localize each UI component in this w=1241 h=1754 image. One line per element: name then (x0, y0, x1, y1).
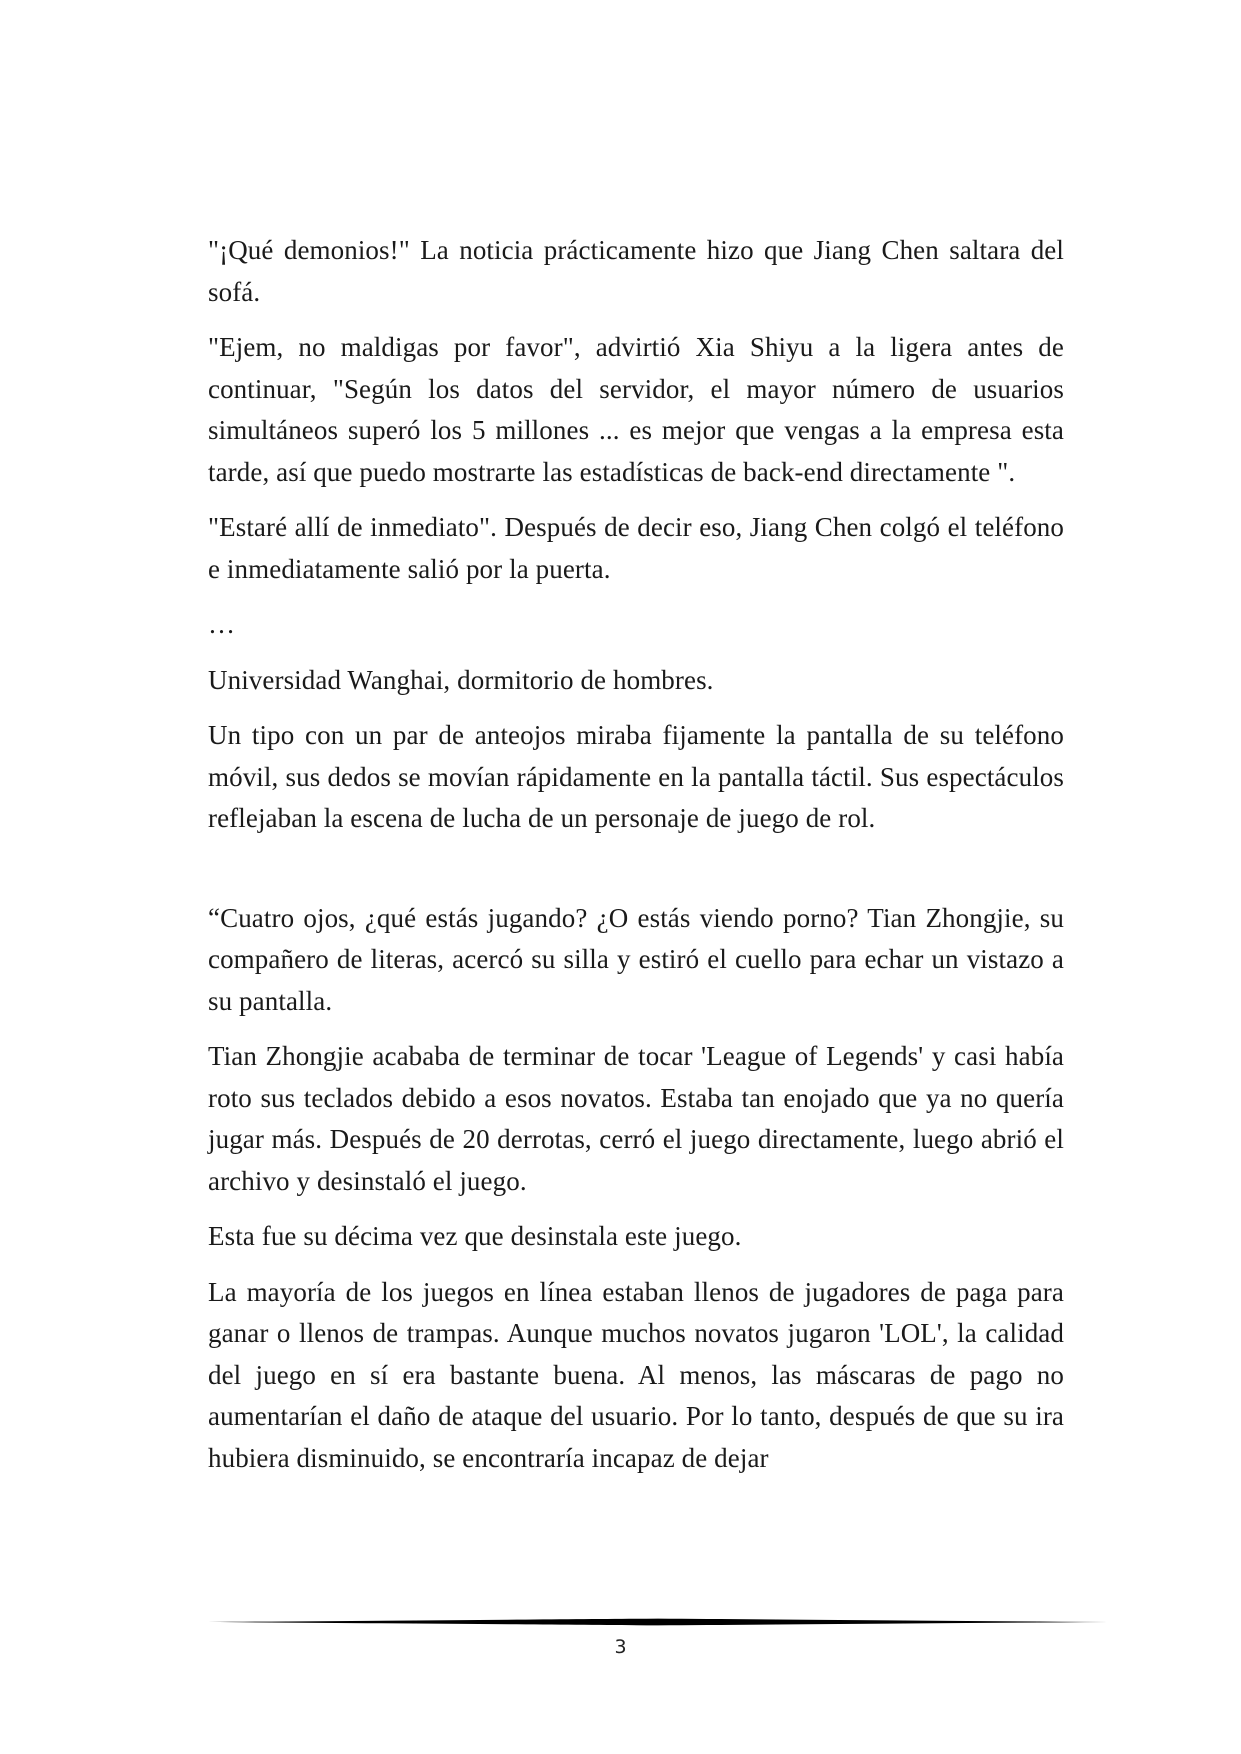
paragraph: Esta fue su décima vez que desinstala este juego. (208, 1221, 742, 1251)
paragraph: "Ejem, no maldigas por favor", advirtió Xia Shiyu a la ligera antes de continuar, "Según los datos del servidor, el mayor número de usuarios simultáneos superó los 5 millones ... es mejor que vengas a la empresa esta tarde, así que puedo mostrarte las estadísticas de back-end directamente ". (208, 332, 1064, 487)
paragraph: Un tipo con un par de anteojos miraba fijamente la pantalla de su teléfono móvil, sus dedos se movían rápidamente en la pantalla táctil. Sus espectáculos reflejaban la escena de lucha de un personaje de juego de rol. (208, 720, 1064, 833)
paragraph: La mayoría de los juegos en línea estaban llenos de jugadores de paga para ganar o llenos de trampas. Aunque muchos novatos jugaron 'LOL', la calidad del juego en sí era bastante buena. Al menos, las máscaras de pago no aumentarían el daño de ataque del usuario. Por lo tanto, después de que su ira hubiera disminuido, se encontraría incapaz de dejar (208, 1276, 1064, 1473)
paragraph: "Estaré allí de inmediato". Después de decir eso, Jiang Chen colgó el teléfono e inmediatamente salió por la puerta. (208, 512, 1064, 584)
paragraph: “Cuatro ojos, ¿qué estás jugando? ¿O estás viendo porno? Tian Zhongjie, su compañero de literas, acercó su silla y estiró el cuello para echar un vistazo a su pantalla. (208, 902, 1064, 1016)
page-number: 3 (614, 1636, 627, 1658)
scene-break-ellipsis: … (208, 609, 236, 639)
paragraph: Tian Zhongjie acababa de terminar de tocar 'League of Legends' y casi había roto sus teclados debido a esos novatos. Estaba tan enojado que ya no quería jugar más. Después de 20 derrotas, cerró el juego directamente, luego abrió el archivo y desinstaló el juego. (208, 1041, 1064, 1196)
paragraph: "¡Qué demonios!" La noticia prácticamente hizo que Jiang Chen saltara del sofá. (208, 235, 1064, 307)
paragraph: Universidad Wanghai, dormitorio de hombres. (208, 664, 714, 695)
page-body (208, 230, 1064, 1479)
footer-divider (208, 1618, 1108, 1626)
